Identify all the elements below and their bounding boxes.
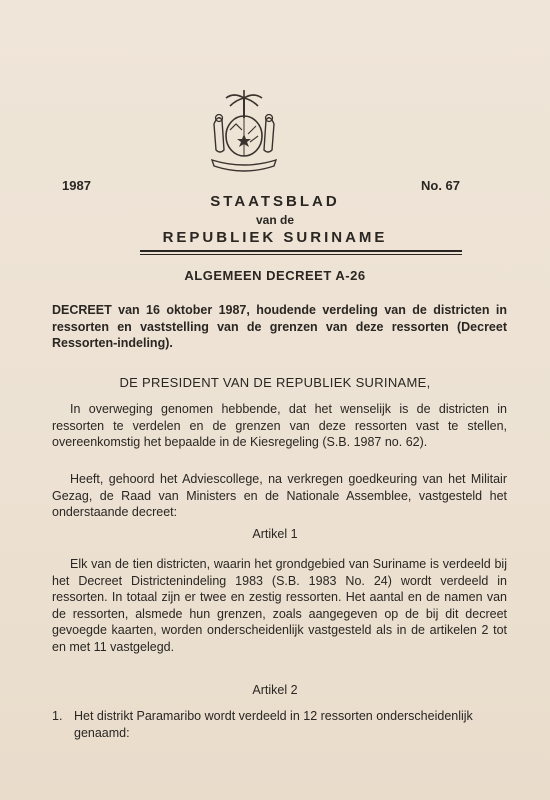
article-2-item-text: Het distrikt Paramaribo wordt verdeeld in 12 ressorten onderscheidenlijk genaamd: — [74, 709, 473, 740]
decree-intro: DECREET van 16 oktober 1987, houdende verdeling van de districten in ressorten en vaststelling van de grenzen van deze ressorten (Decreet Ressorten-indeling). — [52, 303, 507, 350]
article-1-text: Elk van de tien districten, waarin het grondgebied van Suriname is verdeeld bij het Decreet Districtenindeling 1983 (S.B. 1983 No. 24) wordt verdeeld in ressorten. In totaal zijn er twee en zestig ressorten. Het aantal en de namen van de ressorten, alsmede hun grenzen, zoals aangegeven op de bij dit decreet gevoegde kaarten, worden onderscheidenlijk vastgesteld als in de artikelen 2 tot en met 11 vastgelegd. — [52, 557, 507, 654]
gazette-year: 1987 — [62, 178, 91, 193]
article-1-heading: Artikel 1 — [252, 527, 298, 541]
title-divider — [140, 250, 462, 252]
title-divider-thin — [140, 254, 462, 255]
article-2-item-number: 1. — [52, 709, 63, 723]
coat-of-arms-icon — [208, 90, 280, 172]
consideration-paragraph: In overweging genomen hebbende, dat het wenselijk is de districten in ressorten te verdelen en de grenzen van deze ressorten vast te stellen, overeenkomstig het bepaalde in de Kiesregeling (S.B. 1987 no. 62). — [52, 402, 507, 449]
decree-title: ALGEMEEN DECREET A-26 — [184, 268, 366, 283]
advice-paragraph: Heeft, gehoord het Adviescollege, na verkregen goedkeuring van het Militair Gezag, de Raad van Ministers en de Nationale Assemblee, vastgesteld het onderstaande decreet: — [52, 472, 507, 519]
gazette-republic: REPUBLIEK SURINAME — [162, 229, 388, 246]
president-heading: DE PRESIDENT VAN DE REPUBLIEK SURINAME, — [119, 375, 431, 390]
article-2-heading: Artikel 2 — [252, 683, 298, 697]
gazette-title-van-de: van de — [255, 213, 294, 227]
gazette-number: No. 67 — [421, 178, 461, 193]
gazette-title: STAATSBLAD — [210, 193, 340, 210]
